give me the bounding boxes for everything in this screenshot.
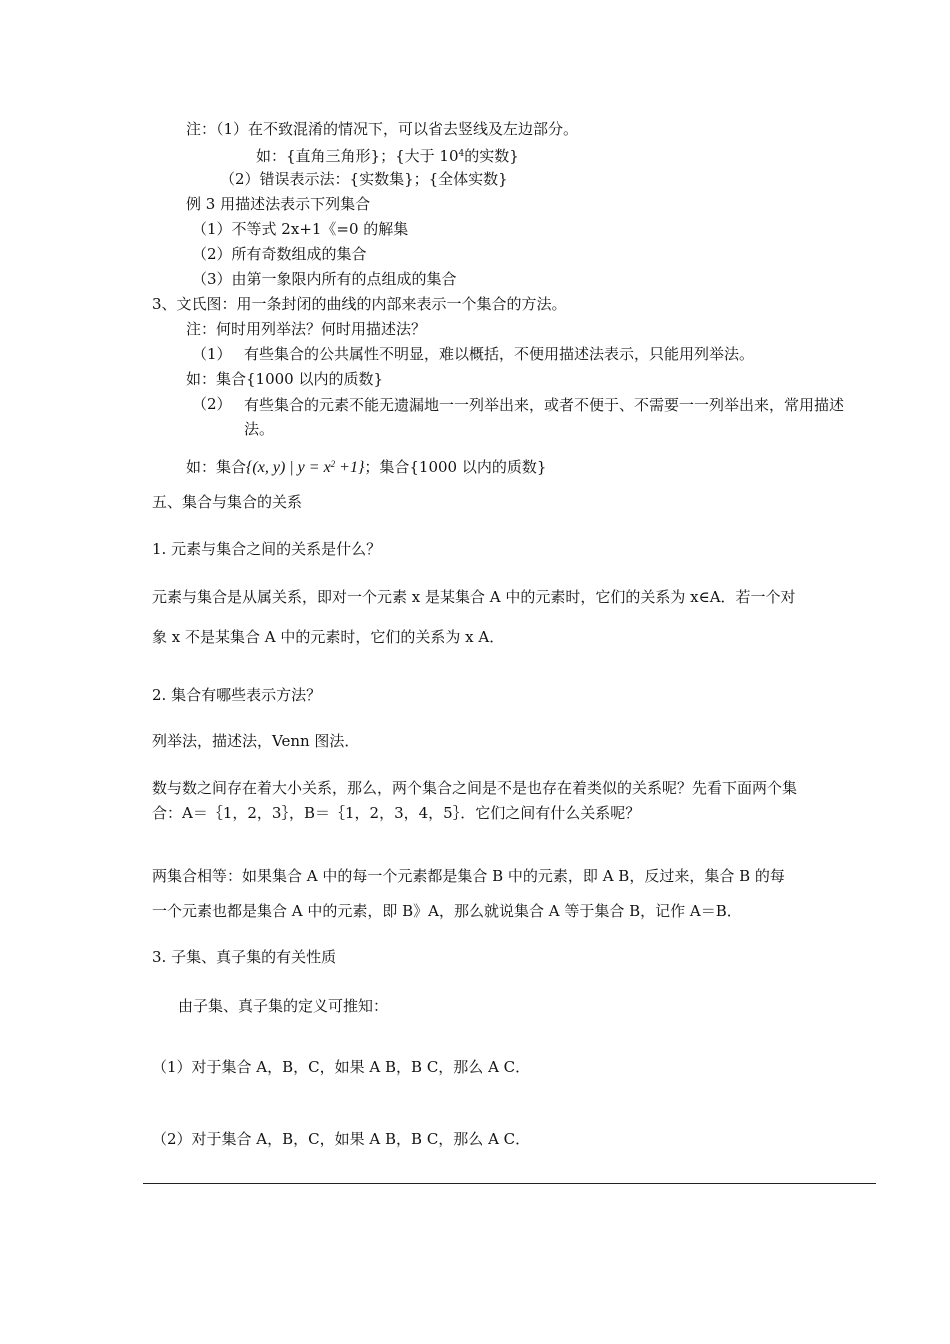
example-3-item-2: （2）所有奇数组成的集合	[192, 245, 367, 263]
paragraph-1-line-2: 合：A＝｛1，2，3｝，B＝｛1，2，3，4，5｝．它们之间有什么关系呢？	[152, 804, 641, 822]
note-line-3: （2）错误表示法：{实数集}；{全体实数}	[220, 170, 508, 188]
set-builder-end: +1}	[335, 459, 365, 476]
answer-2: 列举法，描述法，Venn 图法．	[152, 732, 360, 750]
example-3-item-3: （3）由第一象限内所有的点组成的集合	[192, 270, 457, 288]
note-example-suffix: 的实数}	[464, 147, 519, 165]
paragraph-1-line-1: 数与数之间存在着大小关系，那么，两个集合之间是不是也存在着类似的关系呢？先看下面两个集	[152, 779, 798, 797]
section-5-heading: 五、集合与集合的关系	[152, 493, 303, 511]
set-builder-expression: {(x, y) | y = x	[246, 459, 331, 476]
when-note-question: 注：何时用列举法？何时用描述法？	[186, 320, 427, 338]
question-3: 3. 子集、真子集的有关性质	[152, 948, 337, 966]
question-1: 1. 元素与集合之间的关系是什么？	[152, 540, 382, 558]
note-example-line	[256, 144, 519, 166]
property-1: （1）对于集合 A，B，C，如果 A B，B C，那么 A C．	[152, 1058, 531, 1076]
venn-definition: 3、文氏图：用一条封闭的曲线的内部来表示一个集合的方法。	[152, 295, 567, 313]
case-2-example-suffix: ；集合{1000 以内的质数}	[364, 458, 547, 476]
footer-divider	[143, 1183, 876, 1184]
case-2-example	[186, 454, 546, 478]
answer-1-line-2: 象 x 不是某集合 A 中的元素时，它们的关系为 x A．	[152, 628, 505, 646]
case-1-number: （1）	[192, 345, 232, 363]
property-2: （2）对于集合 A，B，C，如果 A B，B C，那么 A C．	[152, 1130, 531, 1148]
note-line-1: 注：（1）在不致混淆的情况下，可以省去竖线及左边部分。	[186, 120, 579, 138]
answer-1-line-1: 元素与集合是从属关系，即对一个元素 x 是某集合 A 中的元素时，它们的关系为 x∈A．若一个对	[152, 588, 796, 606]
case-1-example: 如：集合{1000 以内的质数}	[186, 370, 384, 388]
note-example-superscript: 4	[458, 149, 465, 159]
question-2: 2. 集合有哪些表示方法？	[152, 686, 322, 704]
example-3-title: 例 3 用描述法表示下列集合	[186, 195, 371, 213]
note-example-prefix: 如：{直角三角形}；{大于 10	[256, 147, 459, 165]
case-2-example-prefix: 如：集合	[186, 458, 247, 476]
case-2-text: 有些集合的元素不能无遗漏地一一列举出来，或者不便于、不需要一一列举出来，常用描述法。	[244, 396, 845, 438]
equality-line-1: 两集合相等：如果集合 A 中的每一个元素都是集合 B 中的元素，即 A B，反过来，集合 B 的每	[152, 867, 785, 885]
example-3-item-1: （1）不等式 2x+1《=0 的解集	[192, 220, 409, 238]
equality-line-2: 一个元素也都是集合 A 中的元素，即 B》A，那么就说集合 A 等于集合 B，记作 A＝B．	[152, 902, 742, 920]
case-1-text: 有些集合的公共属性不明显，难以概括，不便用描述法表示，只能用列举法。	[244, 345, 755, 363]
subset-intro: 由子集、真子集的定义可推知：	[178, 997, 389, 1015]
set-builder-exponent: 2	[330, 459, 336, 469]
case-2-number: （2）	[192, 395, 232, 413]
